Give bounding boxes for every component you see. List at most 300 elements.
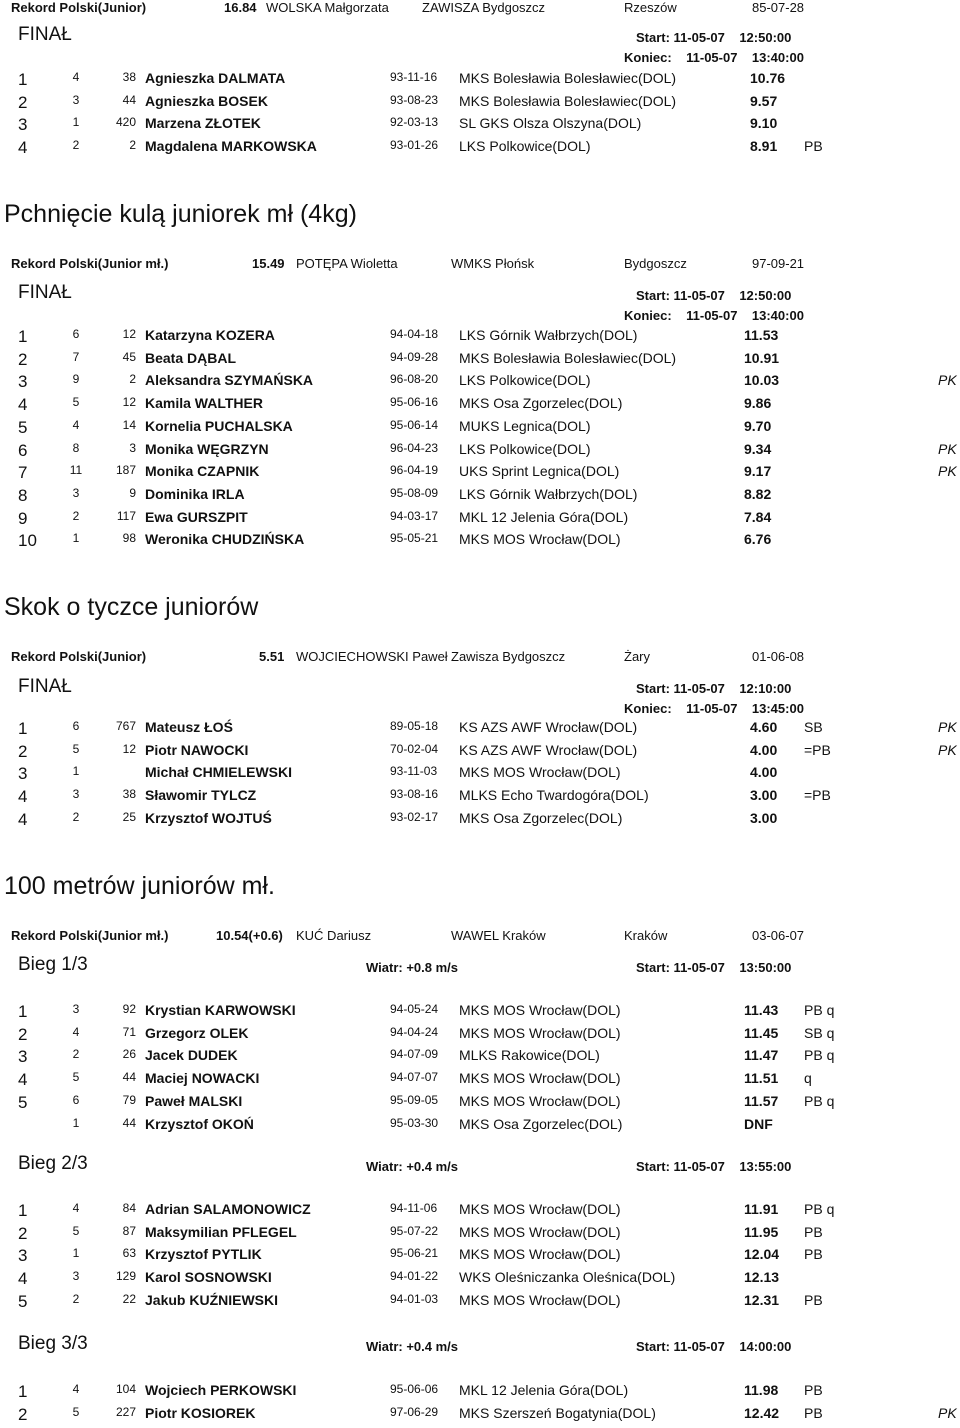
- athlete-name: Monika CZAPNIK: [145, 463, 260, 480]
- note-cell: PB q: [804, 1201, 835, 1217]
- birthdate-cell: 93-08-23: [390, 92, 439, 107]
- bib-cell: 14: [122, 417, 136, 432]
- club-cell: MLKS Echo Twardogóra(DOL): [459, 787, 649, 804]
- lane-cell: 3: [72, 485, 80, 500]
- table-row: [0, 1292, 960, 1314]
- lane-cell: 11: [69, 463, 83, 478]
- club-cell: MKS Osa Zgorzelec(DOL): [459, 809, 623, 826]
- result-cell: 12.04: [744, 1246, 780, 1263]
- place-cell: 2: [18, 349, 28, 369]
- lane-cell: 4: [72, 1024, 80, 1039]
- table-row: [0, 486, 960, 508]
- record-holder: POTĘPA Wioletta: [296, 256, 398, 271]
- bib-cell: 227: [115, 1404, 136, 1419]
- result-cell: 10.03: [744, 372, 780, 389]
- bib-cell: 12: [122, 741, 136, 756]
- club-cell: MKS MOS Wrocław(DOL): [459, 1092, 621, 1109]
- birthdate-cell: 94-11-06: [390, 1201, 438, 1215]
- club-cell: LKS Polkowice(DOL): [459, 138, 591, 155]
- record-date: 85-07-28: [752, 0, 805, 15]
- lane-cell: 5: [72, 395, 80, 410]
- record-place: Kraków: [624, 928, 668, 943]
- club-cell: LKS Polkowice(DOL): [459, 372, 591, 389]
- result-cell: 11.51: [744, 1070, 779, 1087]
- athlete-name: Aleksandra SZYMAŃSKA: [145, 372, 314, 389]
- result-cell: 8.91: [750, 138, 778, 155]
- start-time: Start: 11-05-07 14:00:00: [636, 1339, 792, 1354]
- result-cell: 4.00: [750, 741, 778, 758]
- club-cell: MKS Osa Zgorzelec(DOL): [459, 1115, 623, 1132]
- bib-cell: 44: [122, 1115, 136, 1130]
- birthdate-cell: 93-08-16: [390, 787, 439, 802]
- club-cell: MLKS Rakowice(DOL): [459, 1047, 600, 1064]
- place-cell: 8: [18, 485, 28, 505]
- place-cell: 3: [18, 764, 28, 784]
- bib-cell: 92: [122, 1002, 136, 1016]
- bib-cell: 79: [122, 1092, 136, 1107]
- note-cell: PB q: [804, 1092, 835, 1109]
- birthdate-cell: 95-06-16: [390, 395, 439, 410]
- table-row: [0, 1002, 960, 1024]
- table-row: [0, 509, 960, 531]
- place-cell: 1: [18, 1382, 28, 1401]
- birthdate-cell: 89-05-18: [390, 719, 439, 733]
- result-cell: 4.00: [750, 764, 778, 781]
- place-cell: 1: [18, 70, 28, 89]
- bib-cell: 2: [129, 372, 136, 387]
- note-cell: PB: [804, 138, 823, 155]
- club-cell: KS AZS AWF Wrocław(DOL): [459, 719, 638, 735]
- club-cell: MKS MOS Wrocław(DOL): [459, 1002, 621, 1018]
- bib-cell: 25: [122, 809, 136, 824]
- record-value: 5.51: [259, 649, 285, 664]
- club-cell: LKS Górnik Wałbrzych(DOL): [459, 327, 638, 343]
- table-row: [0, 1025, 960, 1047]
- pk-cell: PK: [938, 463, 957, 480]
- note-cell: PB q: [804, 1002, 835, 1018]
- bib-cell: 12: [122, 327, 136, 341]
- lane-cell: 2: [72, 1291, 80, 1306]
- place-cell: 5: [18, 1092, 28, 1112]
- club-cell: MKS MOS Wrocław(DOL): [459, 1223, 621, 1240]
- table-row: [0, 1382, 960, 1404]
- bib-cell: 84: [122, 1201, 136, 1215]
- bib-cell: 117: [116, 508, 136, 523]
- athlete-name: Piotr NAWOCKI: [145, 741, 249, 758]
- club-cell: WKS Oleśniczanka Oleśnica(DOL): [459, 1269, 676, 1286]
- athlete-name: Weronika CHUDZIŃSKA: [145, 531, 305, 548]
- birthdate-cell: 95-05-21: [390, 531, 439, 546]
- result-cell: 7.84: [744, 508, 772, 525]
- result-cell: 11.43: [744, 1002, 779, 1018]
- table-row: [0, 764, 960, 786]
- place-cell: 2: [18, 92, 28, 112]
- event-title: Skok o tyczce juniorów: [4, 593, 259, 621]
- club-cell: MKS Bolesławia Bolesławiec(DOL): [459, 70, 677, 86]
- result-cell: 3.00: [750, 787, 778, 804]
- heat-title: Bieg 3/3: [18, 1333, 88, 1354]
- bib-cell: 9: [129, 485, 136, 500]
- result-cell: 6.76: [744, 531, 772, 548]
- end-time: Koniec: 11-05-07 13:40:00: [624, 50, 804, 65]
- lane-cell: 3: [72, 1002, 80, 1016]
- table-row: [0, 719, 960, 741]
- club-cell: MKS Bolesławia Bolesławiec(DOL): [459, 349, 677, 366]
- bib-cell: 129: [115, 1269, 136, 1284]
- event-title: Pchnięcie kulą juniorek mł (4kg): [4, 200, 357, 228]
- lane-cell: 5: [72, 1070, 80, 1085]
- table-row: [0, 138, 960, 160]
- bib-cell: 44: [122, 1070, 136, 1085]
- place-cell: 5: [18, 1291, 28, 1311]
- athlete-name: Katarzyna KOZERA: [145, 327, 275, 343]
- birthdate-cell: 95-07-22: [390, 1223, 439, 1238]
- lane-cell: 2: [72, 809, 80, 824]
- birthdate-cell: 94-07-07: [390, 1070, 439, 1085]
- table-row: [0, 742, 960, 764]
- birthdate-cell: 95-06-06: [390, 1382, 439, 1396]
- start-time: Start: 11-05-07 13:50:00: [636, 960, 792, 975]
- birthdate-cell: 94-09-28: [390, 349, 439, 364]
- heat-title: Bieg 1/3: [18, 954, 88, 975]
- club-cell: MKS MOS Wrocław(DOL): [459, 1070, 621, 1087]
- result-cell: DNF: [744, 1115, 773, 1132]
- record-label: Rekord Polski(Junior mł.): [11, 928, 169, 943]
- record-club: ZAWISZA Bydgoszcz: [422, 0, 546, 15]
- lane-cell: 4: [72, 1201, 80, 1215]
- result-cell: 12.13: [744, 1269, 780, 1286]
- birthdate-cell: 94-04-24: [390, 1024, 439, 1039]
- record-date: 97-09-21: [752, 256, 805, 271]
- birthdate-cell: 96-04-23: [390, 440, 439, 455]
- result-cell: 8.82: [744, 485, 772, 502]
- table-row: [0, 810, 960, 832]
- lane-cell: 2: [72, 1047, 80, 1062]
- lane-cell: 7: [72, 349, 80, 364]
- bib-cell: 45: [122, 349, 136, 364]
- result-cell: 11.47: [744, 1047, 779, 1064]
- lane-cell: 1: [72, 764, 80, 779]
- record-date: 01-06-08: [752, 649, 805, 664]
- lane-cell: 4: [72, 417, 80, 432]
- lane-cell: 6: [72, 327, 80, 341]
- record-holder: WOJCIECHOWSKI Paweł: [296, 649, 448, 664]
- athlete-name: Ewa GURSZPIT: [145, 508, 248, 525]
- club-cell: MKS MOS Wrocław(DOL): [459, 764, 621, 781]
- event-title: 100 metrów juniorów mł.: [4, 872, 275, 900]
- athlete-name: Karol SOSNOWSKI: [145, 1269, 272, 1286]
- lane-cell: 5: [72, 1223, 80, 1238]
- record-value: 16.84: [224, 0, 257, 15]
- record-club: WMKS Płońsk: [451, 256, 535, 271]
- athlete-name: Krystian KARWOWSKI: [145, 1002, 296, 1018]
- birthdate-cell: 93-11-03: [390, 764, 438, 779]
- athlete-name: Maksymilian PFLEGEL: [145, 1223, 297, 1240]
- place-cell: 2: [18, 1223, 28, 1243]
- result-cell: 11.57: [744, 1092, 779, 1109]
- note-cell: PB: [804, 1382, 823, 1398]
- table-row: [0, 115, 960, 137]
- birthdate-cell: 95-09-05: [390, 1092, 439, 1107]
- place-cell: 5: [18, 417, 28, 437]
- note-cell: SB q: [804, 1024, 835, 1041]
- lane-cell: 4: [72, 1382, 80, 1396]
- heat-title: FINAŁ: [18, 676, 72, 697]
- athlete-name: Kornelia PUCHALSKA: [145, 417, 293, 434]
- wind-reading: Wiatr: +0.4 m/s: [366, 1339, 459, 1354]
- birthdate-cell: 94-07-09: [390, 1047, 439, 1062]
- place-cell: 9: [18, 508, 28, 528]
- athlete-name: Agnieszka BOSEK: [145, 92, 268, 109]
- birthdate-cell: 96-04-19: [390, 463, 439, 478]
- bib-cell: 187: [115, 463, 136, 478]
- table-row: [0, 1246, 960, 1268]
- place-cell: 3: [18, 115, 28, 135]
- bib-cell: 71: [122, 1024, 136, 1039]
- birthdate-cell: 97-06-29: [390, 1404, 439, 1419]
- birthdate-cell: 94-05-24: [390, 1002, 439, 1016]
- end-time: Koniec: 11-05-07 13:45:00: [624, 701, 804, 716]
- table-row: [0, 70, 960, 92]
- table-row: [0, 93, 960, 115]
- athlete-name: Jacek DUDEK: [145, 1047, 238, 1064]
- birthdate-cell: 94-01-03: [390, 1291, 439, 1306]
- heat-title: FINAŁ: [18, 282, 72, 303]
- lane-cell: 3: [72, 92, 80, 107]
- place-cell: 6: [18, 440, 28, 460]
- birthdate-cell: 93-11-16: [390, 70, 438, 84]
- result-cell: 9.86: [744, 395, 772, 412]
- club-cell: MKS MOS Wrocław(DOL): [459, 1246, 621, 1263]
- table-row: [0, 787, 960, 809]
- note-cell: q: [804, 1070, 812, 1087]
- lane-cell: 2: [72, 508, 80, 523]
- lane-cell: 2: [72, 138, 80, 153]
- lane-cell: 5: [72, 1404, 80, 1419]
- athlete-name: Beata DĄBAL: [145, 349, 237, 366]
- result-cell: 9.17: [744, 463, 772, 480]
- table-row: [0, 1405, 960, 1427]
- club-cell: MKS MOS Wrocław(DOL): [459, 1201, 621, 1217]
- athlete-name: Maciej NOWACKI: [145, 1070, 260, 1087]
- wind-reading: Wiatr: +0.8 m/s: [366, 960, 459, 975]
- start-time: Start: 11-05-07 12:10:00: [636, 681, 792, 696]
- birthdate-cell: 94-01-22: [390, 1269, 439, 1284]
- note-cell: SB: [804, 719, 823, 735]
- record-date: 03-06-07: [752, 928, 805, 943]
- result-cell: 11.45: [744, 1024, 779, 1041]
- start-time: Start: 11-05-07 12:50:00: [636, 30, 792, 45]
- place-cell: 4: [18, 1070, 28, 1090]
- place-cell: 10: [18, 531, 37, 551]
- athlete-name: Agnieszka DALMATA: [145, 70, 286, 86]
- athlete-name: Mateusz ŁOŚ: [145, 719, 233, 735]
- table-row: [0, 1269, 960, 1291]
- record-holder: KUĆ Dariusz: [296, 928, 372, 943]
- table-row: [0, 395, 960, 417]
- table-row: [0, 1201, 960, 1223]
- start-time: Start: 11-05-07 13:55:00: [636, 1159, 792, 1174]
- club-cell: MKL 12 Jelenia Góra(DOL): [459, 1382, 629, 1398]
- note-cell: PB: [804, 1246, 823, 1263]
- lane-cell: 1: [72, 1115, 80, 1130]
- athlete-name: Dominika IRLA: [145, 485, 245, 502]
- bib-cell: 420: [115, 115, 136, 130]
- pk-cell: PK: [938, 372, 957, 389]
- pk-cell: PK: [938, 719, 957, 735]
- lane-cell: 5: [72, 741, 80, 756]
- birthdate-cell: 93-01-26: [390, 138, 439, 153]
- place-cell: 2: [18, 1404, 28, 1424]
- result-cell: 12.42: [744, 1404, 780, 1421]
- athlete-name: Marzena ZŁOTEK: [145, 115, 261, 132]
- record-value: 15.49: [252, 256, 285, 271]
- place-cell: 1: [18, 1002, 28, 1021]
- club-cell: UKS Sprint Legnica(DOL): [459, 463, 620, 480]
- record-label: Rekord Polski(Junior mł.): [11, 256, 169, 271]
- result-cell: 10.76: [750, 70, 786, 86]
- place-cell: 4: [18, 138, 28, 158]
- birthdate-cell: 92-03-13: [390, 115, 439, 130]
- club-cell: LKS Górnik Wałbrzych(DOL): [459, 485, 638, 502]
- result-cell: 9.34: [744, 440, 772, 457]
- club-cell: MKS MOS Wrocław(DOL): [459, 1291, 621, 1308]
- result-cell: 11.91: [744, 1201, 779, 1217]
- club-cell: MUKS Legnica(DOL): [459, 417, 591, 434]
- birthdate-cell: 70-02-04: [390, 741, 439, 756]
- birthdate-cell: 94-03-17: [390, 508, 439, 523]
- athlete-name: Magdalena MARKOWSKA: [145, 138, 317, 155]
- birthdate-cell: 95-06-14: [390, 417, 439, 432]
- place-cell: 4: [18, 1269, 28, 1289]
- athlete-name: Sławomir TYLCZ: [145, 787, 257, 804]
- bib-cell: 26: [122, 1047, 136, 1062]
- record-label: Rekord Polski(Junior): [11, 0, 147, 15]
- result-cell: 11.53: [744, 327, 779, 343]
- birthdate-cell: 96-08-20: [390, 372, 439, 387]
- note-cell: =PB: [804, 787, 831, 804]
- table-row: [0, 1224, 960, 1246]
- pk-cell: PK: [938, 741, 957, 758]
- birthdate-cell: 95-08-09: [390, 485, 439, 500]
- record-club: Zawisza Bydgoszcz: [451, 649, 566, 664]
- place-cell: 1: [18, 1201, 28, 1220]
- record-place: Żary: [624, 649, 650, 664]
- bib-cell: 87: [122, 1223, 136, 1238]
- result-cell: 9.70: [744, 417, 772, 434]
- lane-cell: 6: [72, 719, 80, 733]
- bib-cell: 38: [122, 70, 136, 84]
- note-cell: =PB: [804, 741, 831, 758]
- club-cell: MKS Szerszeń Bogatynia(DOL): [459, 1404, 656, 1421]
- bib-cell: 3: [129, 440, 136, 455]
- result-cell: 4.60: [750, 719, 778, 735]
- table-row: [0, 418, 960, 440]
- athlete-name: Krzysztof OKOŃ: [145, 1115, 254, 1132]
- table-row: [0, 1070, 960, 1092]
- heat-title: Bieg 2/3: [18, 1153, 88, 1174]
- wind-reading: Wiatr: +0.4 m/s: [366, 1159, 459, 1174]
- result-cell: 3.00: [750, 809, 778, 826]
- place-cell: 7: [18, 463, 28, 483]
- athlete-name: Michał CHMIELEWSKI: [145, 764, 293, 781]
- bib-cell: 63: [122, 1246, 136, 1261]
- table-row: [0, 327, 960, 349]
- result-cell: 11.95: [744, 1223, 779, 1240]
- table-row: [0, 1116, 960, 1138]
- athlete-name: Grzegorz OLEK: [145, 1024, 249, 1041]
- table-row: [0, 441, 960, 463]
- club-cell: MKS MOS Wrocław(DOL): [459, 1024, 621, 1041]
- table-row: [0, 372, 960, 394]
- place-cell: 2: [18, 741, 28, 761]
- bib-cell: 2: [129, 138, 136, 153]
- athlete-name: Krzysztof WOJTUŚ: [145, 809, 272, 826]
- athlete-name: Krzysztof PYTLIK: [145, 1246, 262, 1263]
- lane-cell: 4: [72, 70, 80, 84]
- result-cell: 10.91: [744, 349, 780, 366]
- bib-cell: 98: [122, 531, 136, 546]
- table-row: [0, 1047, 960, 1069]
- result-cell: 11.98: [744, 1382, 779, 1398]
- note-cell: PB q: [804, 1047, 835, 1064]
- place-cell: 4: [18, 395, 28, 415]
- club-cell: MKL 12 Jelenia Góra(DOL): [459, 508, 629, 525]
- bib-cell: 38: [122, 787, 136, 802]
- record-club: WAWEL Kraków: [451, 928, 546, 943]
- club-cell: SL GKS Olsza Olszyna(DOL): [459, 115, 642, 132]
- place-cell: 4: [18, 809, 28, 829]
- place-cell: 4: [18, 787, 28, 807]
- lane-cell: 9: [72, 372, 80, 387]
- heat-title: FINAŁ: [18, 24, 72, 45]
- athlete-name: Adrian SALAMONOWICZ: [145, 1201, 311, 1217]
- result-cell: 9.10: [750, 115, 778, 132]
- table-row: [0, 531, 960, 553]
- place-cell: 3: [18, 1047, 28, 1067]
- place-cell: 3: [18, 372, 28, 392]
- athlete-name: Kamila WALTHER: [145, 395, 263, 412]
- bib-cell: 12: [122, 395, 136, 410]
- birthdate-cell: 95-06-21: [390, 1246, 439, 1261]
- athlete-name: Wojciech PERKOWSKI: [145, 1382, 297, 1398]
- place-cell: 1: [18, 719, 28, 738]
- lane-cell: 1: [72, 531, 80, 546]
- birthdate-cell: 94-04-18: [390, 327, 439, 341]
- note-cell: PB: [804, 1223, 823, 1240]
- place-cell: 2: [18, 1024, 28, 1044]
- lane-cell: 3: [72, 1269, 80, 1284]
- table-row: [0, 350, 960, 372]
- start-time: Start: 11-05-07 12:50:00: [636, 288, 792, 303]
- bib-cell: 767: [115, 719, 136, 733]
- club-cell: MKS Osa Zgorzelec(DOL): [459, 395, 623, 412]
- pk-cell: PK: [938, 440, 957, 457]
- athlete-name: Piotr KOSIOREK: [145, 1404, 256, 1421]
- athlete-name: Monika WĘGRZYN: [145, 440, 269, 457]
- club-cell: LKS Polkowice(DOL): [459, 440, 591, 457]
- lane-cell: 3: [72, 787, 80, 802]
- record-label: Rekord Polski(Junior): [11, 649, 147, 664]
- record-place: Bydgoszcz: [624, 256, 687, 271]
- lane-cell: 8: [72, 440, 80, 455]
- athlete-name: Jakub KUŹNIEWSKI: [145, 1291, 279, 1308]
- birthdate-cell: 95-03-30: [390, 1115, 439, 1130]
- club-cell: MKS Bolesławia Bolesławiec(DOL): [459, 92, 677, 109]
- table-row: [0, 1093, 960, 1115]
- club-cell: KS AZS AWF Wrocław(DOL): [459, 741, 638, 758]
- club-cell: MKS MOS Wrocław(DOL): [459, 531, 621, 548]
